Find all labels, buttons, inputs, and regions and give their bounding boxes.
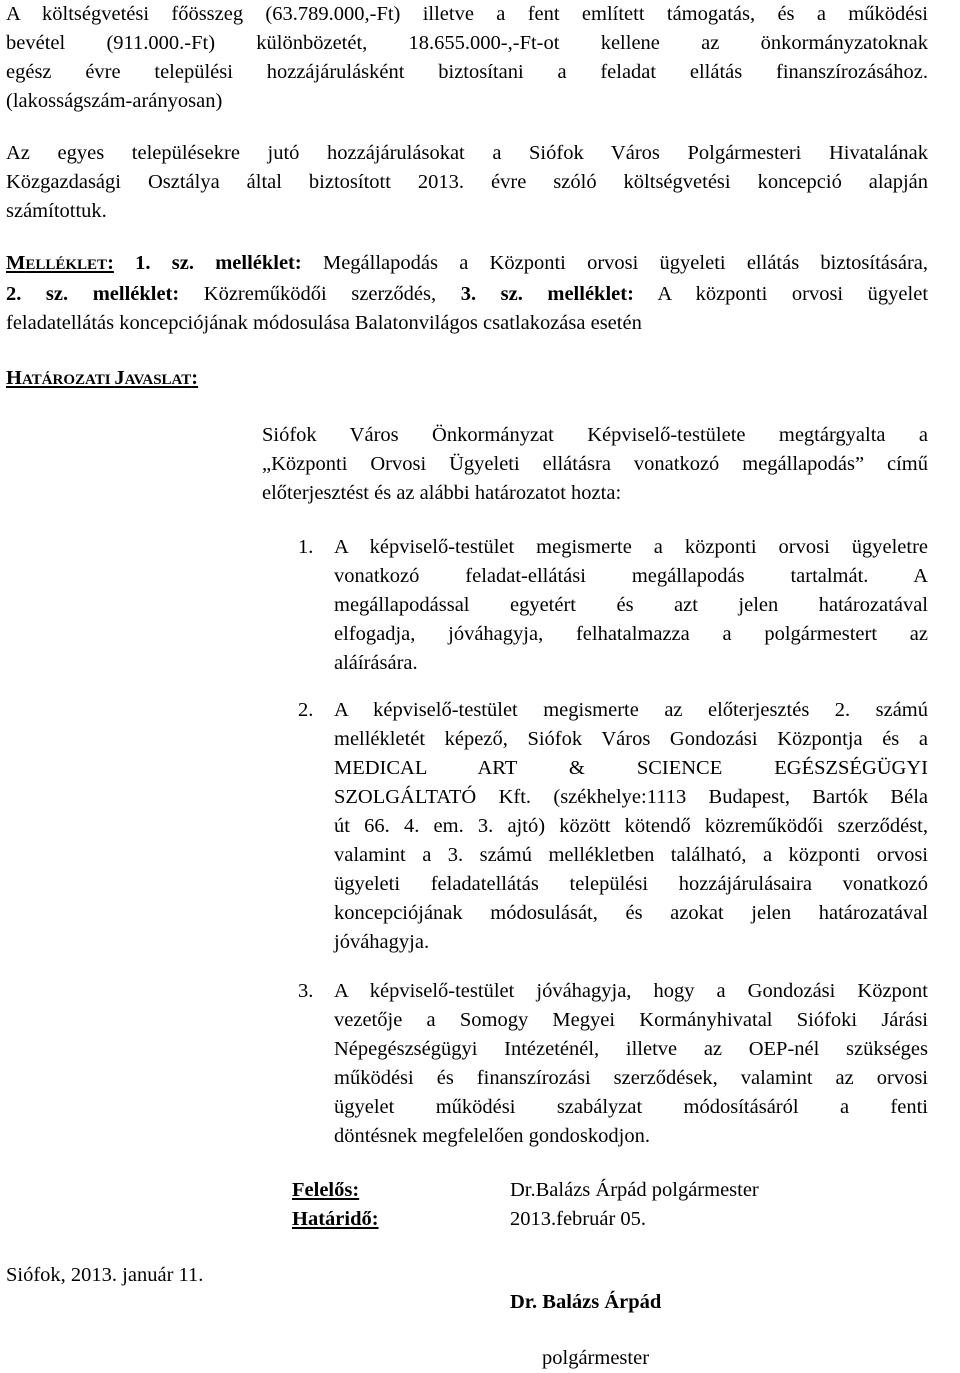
item-1-line: aláírására. — [334, 652, 418, 674]
item-3-number: 3. — [298, 980, 314, 1002]
attachments-line-1 — [6, 249, 928, 280]
item-1-line: elfogadja, jóváhagyja, felhatalmazza a polgármestert az — [334, 623, 928, 645]
attachments-line-2 — [6, 280, 928, 309]
place-date: Siófok, 2013. január 11. — [6, 1264, 204, 1286]
signatory-name: Dr. Balázs Árpád — [510, 1291, 662, 1313]
attachments-label: MELLÉKLET: — [6, 252, 114, 274]
item-3-line: A képviselő-testület jóváhagyja, hogy a Gondozási Központ — [334, 980, 928, 1002]
budget-line-2: bevétel (911.000.-Ft) különbözetét, 18.655.000-,-Ft-ot kellene az önkormányzatoknak — [6, 32, 928, 54]
item-2-line: mellékletét képező, Siófok Város Gondozási Központja és a — [334, 728, 928, 750]
item-3-text — [334, 977, 928, 1151]
item-1-number: 1. — [298, 536, 314, 558]
budget-line-1: A költségvetési főösszeg (63.789.000,-Ft) illetve a fent említett támogatás, és a működési — [6, 3, 928, 25]
item-1-line: A képviselő-testület megismerte a központi orvosi ügyeletre — [334, 536, 928, 558]
item-3-line: ügyelet működési szabályzat módosításáról a fenti — [334, 1096, 928, 1118]
attachment-3-text: A központi orvosi ügyelet — [657, 283, 929, 305]
resolution-intro — [262, 421, 928, 508]
item-1-text — [334, 533, 928, 678]
contributions-line-1: Az egyes településekre jutó hozzájárulásokat a Siófok Város Polgármesteri Hivatalának — [6, 142, 928, 164]
attachment-1-text: Megállapodás a Központi orvosi ügyeleti ellátás biztosítására, — [322, 252, 929, 274]
item-2-line: koncepciójának módosulását, és azokat jelen határozatával — [334, 902, 928, 924]
intro-line-1: Siófok Város Önkormányzat Képviselő-testülete megtárgyalta a — [262, 424, 928, 446]
item-1-line: megállapodással egyetért és azt jelen határozatával — [334, 594, 928, 616]
budget-paragraph — [6, 0, 928, 116]
item-2-line: SZOLGÁLTATÓ Kft. (székhelye:1113 Budapest, Bartók Béla — [334, 786, 928, 808]
item-2-line: út 66. 4. em. 3. ajtó) között kötendő közreműködői szerződést, — [334, 815, 928, 837]
attachment-2-text: Közreműködői szerződés, — [203, 283, 437, 305]
budget-line-4: (lakosságszám-arányosan) — [6, 90, 223, 112]
item-3-line: Népegészségügyi Intézeténél, illetve az OEP-nél szükséges — [334, 1038, 928, 1060]
intro-line-2: „Központi Orvosi Ügyeleti ellátásra vonatkozó megállapodás” című — [262, 453, 928, 475]
signatory-title: polgármester — [542, 1347, 650, 1369]
item-2-line: valamint a 3. számú mellékletben található, a központi orvosi — [334, 844, 928, 866]
item-3-line: vezetője a Somogy Megyei Kormányhivatal Siófoki Járási — [334, 1009, 928, 1031]
attachment-3-text-cont: feladatellátás koncepciójának módosulása Balatonvilágos csatlakozása esetén — [6, 312, 642, 334]
attachments-section — [6, 249, 928, 338]
item-2-line: MEDICAL ART & SCIENCE EGÉSZSÉGÜGYI — [334, 757, 928, 779]
responsible-label: Felelős: — [292, 1179, 360, 1201]
item-3-line: döntésnek megfelelően gondoskodjon. — [334, 1125, 650, 1147]
deadline-label: Határidő: — [292, 1208, 379, 1230]
contributions-line-3: számítottuk. — [6, 200, 107, 222]
responsible-value: Dr.Balázs Árpád polgármester — [510, 1179, 759, 1201]
intro-line-3: előterjesztést és az alábbi határozatot hozta: — [262, 482, 622, 504]
attachment-2-number: 2. sz. melléklet: — [6, 283, 180, 305]
attachment-1-number: 1. sz. melléklet: — [135, 252, 302, 274]
contributions-paragraph — [6, 139, 928, 226]
deadline-value: 2013.február 05. — [510, 1208, 647, 1230]
item-2-line: jóváhagyja. — [334, 931, 430, 953]
item-2-line: ügyeleti feladatellátás települési hozzájárulásaira vonatkozó — [334, 873, 928, 895]
budget-line-3: egész évre települési hozzájárulásként biztosítani a feladat ellátás finanszírozásához. — [6, 61, 928, 83]
item-2-number: 2. — [298, 699, 314, 721]
contributions-line-2: Közgazdasági Osztálya által biztosított 2013. évre szóló költségvetési koncepció alapján — [6, 171, 928, 193]
item-3-line: működési és finanszírozási szerződések, valamint az orvosi — [334, 1067, 928, 1089]
item-2-text — [334, 696, 928, 957]
item-2-line: A képviselő-testület megismerte az előterjesztés 2. számú — [334, 699, 928, 721]
item-1-line: vonatkozó feladat-ellátási megállapodás tartalmát. A — [334, 565, 928, 587]
resolution-heading: HATÁROZATI JAVASLAT: — [6, 367, 199, 389]
attachment-3-number: 3. sz. melléklet: — [460, 283, 634, 305]
